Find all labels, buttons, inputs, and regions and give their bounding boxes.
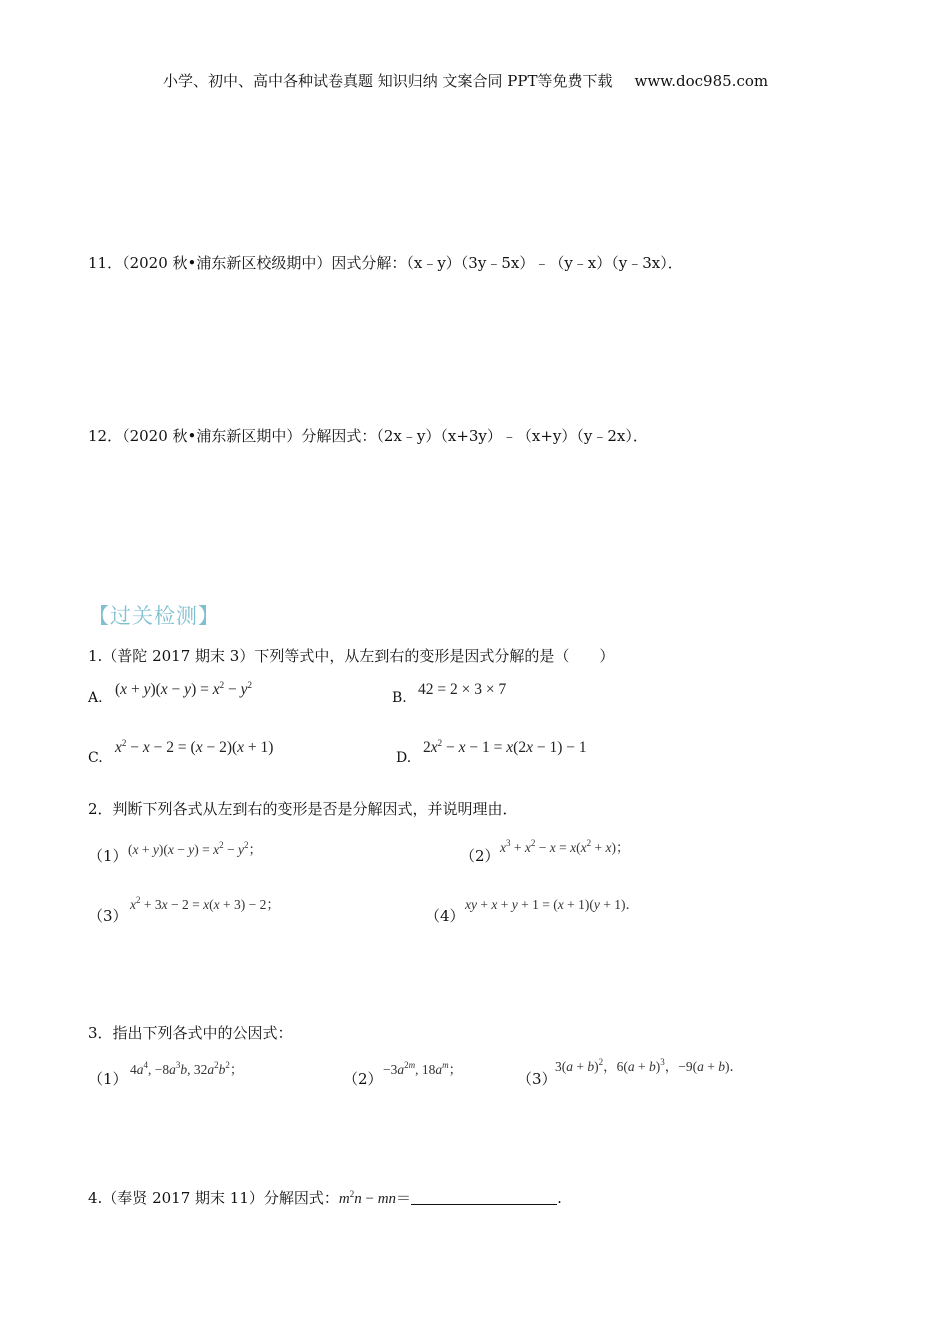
problem-2-expression-2: $x^3 + x^2 - x = x(x^2 + x)$； — [500, 838, 630, 855]
problem-3-expression-3: $3(a + b)^2$，$6(a + b)^3$，−9(a + b)． — [555, 1057, 743, 1074]
option-b-expression: 42 = 2 × 3 × 7 — [418, 681, 507, 698]
option-b-label: B. — [392, 690, 407, 706]
problem-3-expression-2: $-3a^{2m}$, $18a^m$； — [383, 1060, 463, 1077]
page-header — [163, 70, 768, 91]
question-12: 12．（2020 秋•浦东新区期中）分解因式：（2x﹣y）（x+3y）﹣（x+y）（y﹣2x）． — [88, 427, 648, 445]
problem-4-expression: $m^2n$ − mn — [338, 1189, 397, 1207]
option-a-label: A. — [88, 690, 103, 706]
option-d-expression: $2x^2 - x - 1 = x(2x - 1) - 1$ — [423, 738, 587, 756]
problem-3-label-3: （3） — [517, 1070, 557, 1088]
problem-2-stem: 2．判断下列各式从左到右的变形是否是分解因式，并说明理由． — [88, 800, 518, 818]
header-site: www.doc985.com — [634, 72, 769, 90]
option-c-expression: $x^2 - x - 2 = (x - 2)(x + 1)$ — [115, 738, 274, 756]
question-11: 11．（2020 秋•浦东新区校级期中）因式分解：（x﹣y）（3y﹣5x）﹣（y﹣x）（y﹣3x）． — [88, 254, 683, 272]
semicolon: ； — [266, 897, 280, 912]
problem-1-stem: 1.（普陀 2017 期末 3）下列等式中，从左到右的变形是因式分解的是（ ） — [88, 647, 615, 665]
problem-3-expression-1: $4a^4$, $-8a^3b$, $32a^2b^2$； — [130, 1060, 244, 1077]
option-c-label: C. — [88, 750, 103, 766]
problem-4-stem: 4.（奉贤 2017 期末 11）分解因式： — [88, 1189, 339, 1207]
section-title: 【过关检测】 — [88, 604, 220, 628]
semicolon: ； — [448, 1062, 463, 1077]
problem-2-label-1: （1） — [88, 847, 128, 865]
problem-4 — [88, 1187, 562, 1208]
problem-2-expression-1: $(x + y)(x - y) = x^2 - y^2$； — [128, 840, 262, 857]
problem-3-label-1: （1） — [88, 1070, 128, 1088]
period: ． — [729, 1059, 743, 1074]
semicolon: ； — [229, 1062, 244, 1077]
problem-2-label-2: （2） — [460, 847, 500, 865]
problem-2-expression-3: $x^2 + 3x - 2 = x(x + 3) - 2$； — [130, 895, 280, 912]
header-text: 小学、初中、高中各种试卷真题 知识归纳 文案合同 PPT等免费下载 — [163, 72, 613, 90]
problem-3-stem: 3．指出下列各式中的公因式： — [88, 1024, 293, 1042]
option-d-label: D. — [396, 750, 412, 766]
answer-blank[interactable] — [411, 1190, 557, 1205]
semicolon: ； — [248, 842, 262, 857]
problem-2-label-4: （4） — [425, 907, 465, 925]
problem-3-label-2: （2） — [343, 1070, 383, 1088]
period: . — [557, 1189, 562, 1207]
option-a-expression: $(x + y)(x - y) = x^2 - y^2$ — [115, 680, 252, 698]
problem-2-expression-4: xy + x + y + 1 = (x + 1)(y + 1)． — [465, 897, 639, 912]
period: ． — [625, 897, 639, 912]
semicolon: ； — [616, 840, 630, 855]
problem-2-label-3: （3） — [88, 907, 128, 925]
equals-sign: ＝ — [396, 1189, 412, 1207]
